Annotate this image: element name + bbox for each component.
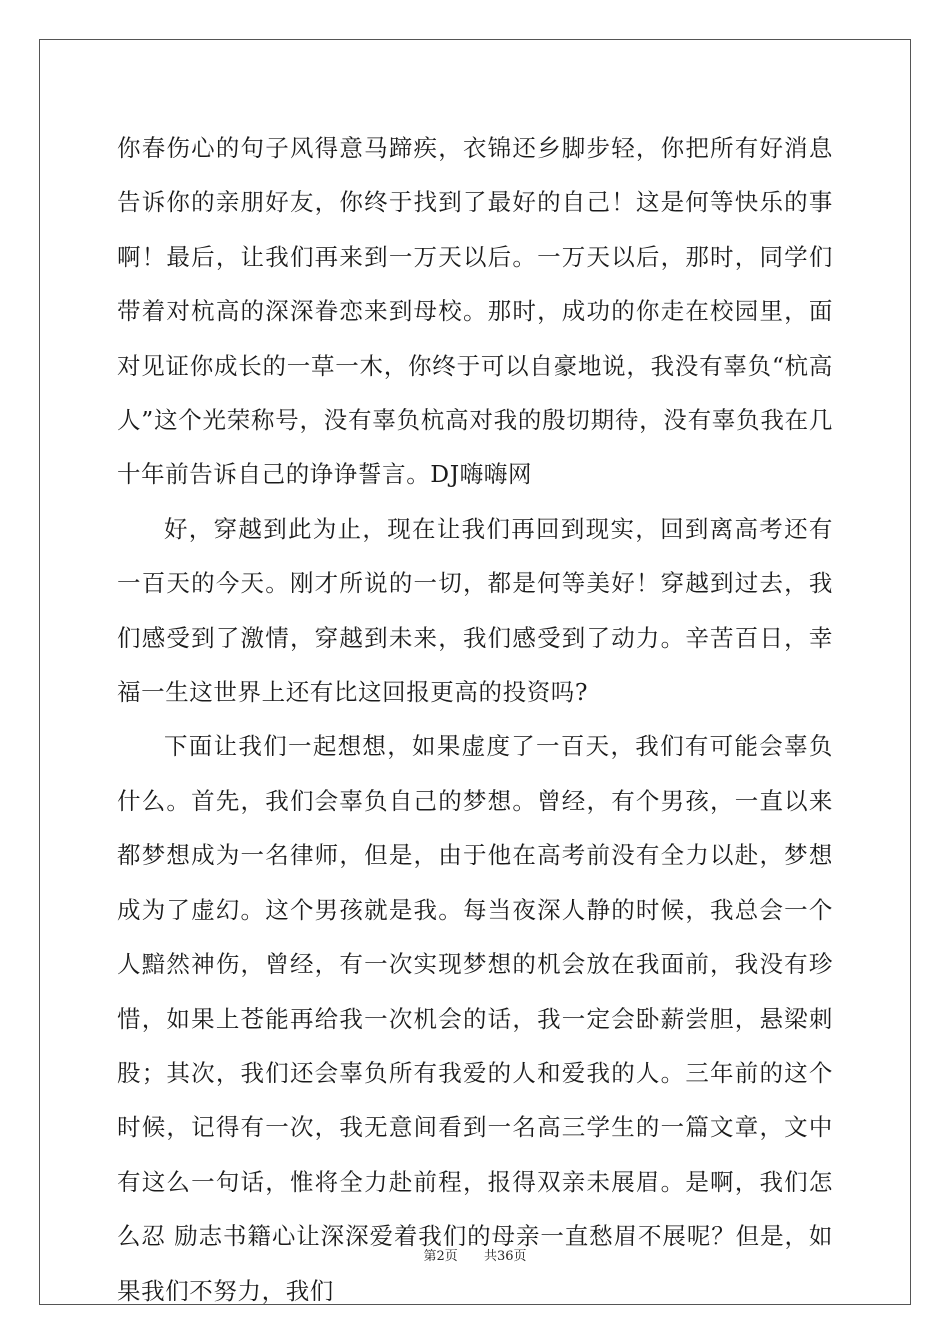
paragraph-2: 好，穿越到此为止，现在让我们再回到现实，回到离高考还有一百天的今天。刚才所说的一切，都是何等美好！穿越到过去，我们感受到了激情，穿越到未来，我们感受到了动力。辛苦百日，幸福一生这世界上还有比这回报更高的投资吗? [117,514,833,707]
paragraph-3: 下面让我们一起想想，如果虚度了一百天，我们有可能会辜负什么。首先，我们会辜负自己的梦想。曾经，有个男孩，一直以来都梦想成为一名律师，但是，由于他在高考前没有全力以赴，梦想成为了虚幻。这个男孩就是我。每当夜深人静的时候，我总会一个人黯然神伤，曾经，有一次实现梦想的机会放在我面前，我没有珍惜，如果上苍能再给我一次机会的话，我一定会卧薪尝胆，悬梁刺股；其次，我们还会辜负所有我爱的人和爱我的人。三年前的这个时候，记得有一次，我无意间看到一名高三学生的一篇文章，文中有这么一句话，惟将全力赴前程，报得双亲未展眉。是啊，我们怎么忍 励志书籍心让深深爱着我们的母亲一直愁眉不展呢？但是，如果我们不努力，我们 [117,732,833,1305]
page-number-total: 共36页 [484,1249,527,1264]
page-footer [0,1245,950,1264]
page-number-current: 第2页 [423,1249,458,1264]
document-body [117,121,833,1318]
paragraph-1: 你春伤心的句子风得意马蹄疾，衣锦还乡脚步轻，你把所有好消息告诉你的亲朋好友，你终于找到了最好的自己！这是何等快乐的事啊！最后，让我们再来到一万天以后。一万天以后，那时，同学们带着对杭高的深深眷恋来到母校。那时，成功的你走在校园里，面对见证你成长的一草一木，你终于可以自豪地说，我没有辜负“杭高人”这个光荣称号，没有辜负杭高对我的殷切期待，没有辜负我在几十年前告诉自己的诤诤誓言。DJ嗨嗨网 [117,134,833,489]
